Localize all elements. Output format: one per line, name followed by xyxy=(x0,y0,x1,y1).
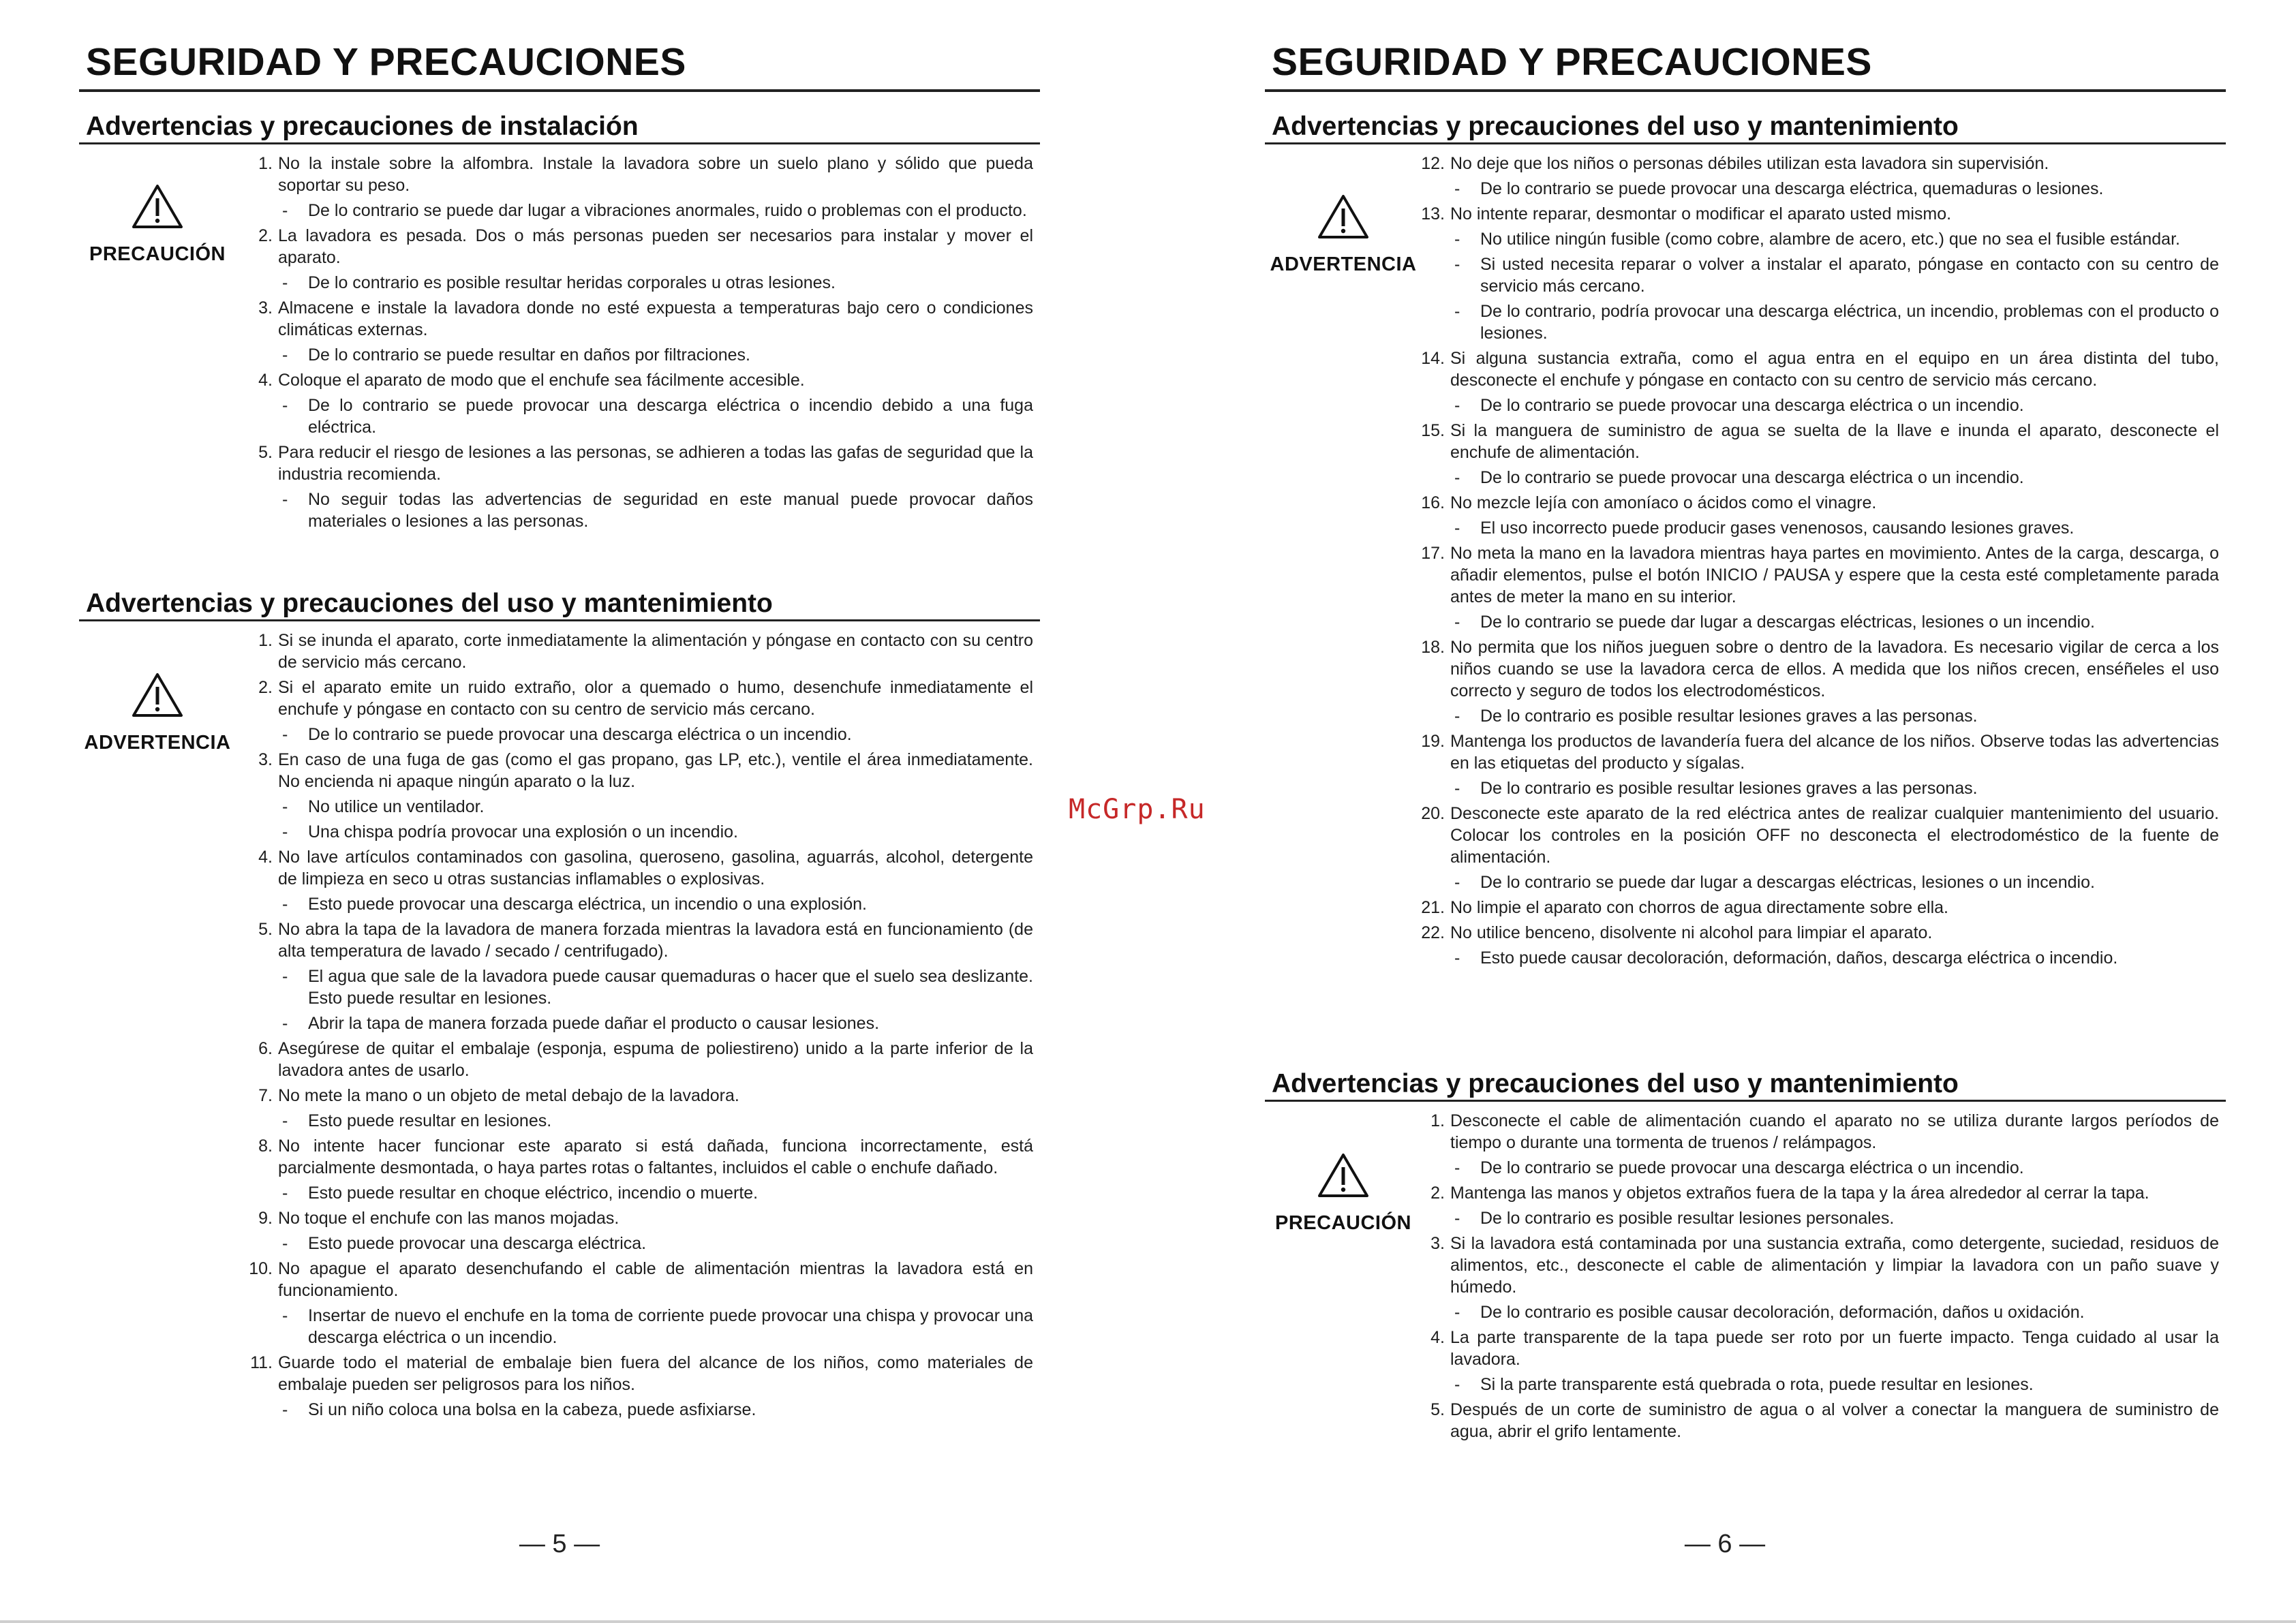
item-number: 6. xyxy=(258,1039,273,1058)
dash-bullet: - xyxy=(1454,1375,1460,1394)
item-number: 21. xyxy=(1421,898,1445,917)
warning-triangle-icon xyxy=(130,182,185,231)
caution-label: PRECAUCIÓN xyxy=(89,243,226,265)
sub-item-text: De lo contrario se puede dar lugar a vibraciones anormales, ruido o problemas con el producto. xyxy=(308,201,1027,220)
item-number: 3. xyxy=(258,750,273,769)
item-number: 4. xyxy=(258,371,273,390)
section-installation xyxy=(79,109,1040,531)
title-divider xyxy=(79,89,1040,92)
page-title: SEGURIDAD Y PRECAUCIONES xyxy=(86,40,686,84)
sub-item-text: De lo contrario se puede provocar una descarga eléctrica o un incendio. xyxy=(308,725,852,744)
item-number: 3. xyxy=(1430,1234,1445,1253)
item-text: No limpie el aparato con chorros de agua directamente sobre ella. xyxy=(1450,898,1948,917)
item-text: Si el aparato emite un ruido extraño, olor a quemado o humo, desenchufe inmediatamente el enchufe y póngase en contacto con su centro de servicio más cercano. xyxy=(278,678,1033,719)
item-text: No toque el enchufe con las manos mojadas. xyxy=(278,1209,619,1228)
watermark: McGrp.Ru xyxy=(1069,794,1206,825)
sub-item xyxy=(243,796,1033,818)
item-text: Coloque el aparato de modo que el enchufe sea fácilmente accesible. xyxy=(278,371,805,390)
sub-item-text: Esto puede provocar una descarga eléctrica. xyxy=(308,1234,647,1253)
list-item xyxy=(1415,153,2219,174)
sub-item-text: De lo contrario es posible resultar heridas corporales u otras lesiones. xyxy=(308,273,836,292)
item-number: 1. xyxy=(1430,1111,1445,1130)
list-item xyxy=(243,1135,1033,1179)
item-number: 11. xyxy=(250,1353,273,1372)
item-number: 4. xyxy=(258,848,273,867)
item-text: Mantenga los productos de lavandería fuera del alcance de los niños. Observe todas las advertencias en las etiquetas del producto y sígalas. xyxy=(1450,732,2219,773)
item-number: 1. xyxy=(258,154,273,173)
list-item xyxy=(1415,203,2219,225)
sub-item-text: No utilice un ventilador. xyxy=(308,797,485,816)
sub-item-text: De lo contrario se puede provocar una descarga eléctrica o un incendio. xyxy=(1480,1158,2024,1177)
item-list xyxy=(1415,1110,2219,1446)
warning-triangle-icon xyxy=(130,670,185,720)
dash-bullet: - xyxy=(1454,1158,1460,1177)
sub-item xyxy=(1415,467,2219,489)
warning-label: ADVERTENCIA xyxy=(84,732,231,754)
dash-bullet: - xyxy=(1454,396,1460,415)
item-number: 2. xyxy=(1430,1184,1445,1203)
sub-item-text: De lo contrario se puede provocar una descarga eléctrica, quemaduras o lesiones. xyxy=(1480,179,2104,198)
sub-item-text: Esto puede resultar en choque eléctrico, incendio o muerte. xyxy=(308,1184,759,1203)
dash-bullet: - xyxy=(1454,468,1460,487)
title-divider xyxy=(1265,89,2226,92)
list-item xyxy=(1415,803,2219,868)
dash-bullet: - xyxy=(1454,1303,1460,1322)
sub-item-text: De lo contrario es posible resultar lesiones personales. xyxy=(1480,1209,1895,1228)
item-number: 4. xyxy=(1430,1328,1445,1347)
item-number: 1. xyxy=(258,631,273,650)
sub-item-text: De lo contrario se puede resultar en daños por filtraciones. xyxy=(308,345,750,365)
sub-item xyxy=(1415,395,2219,416)
item-text: Mantenga las manos y objetos extraños fuera de la tapa y la área alrededor al cerrar la tapa. xyxy=(1450,1184,2149,1203)
list-item xyxy=(1415,1182,2219,1204)
list-item xyxy=(243,442,1033,485)
warning-label: ADVERTENCIA xyxy=(1270,253,1417,275)
warning-triangle-icon xyxy=(1316,1151,1371,1200)
sub-item-text: El agua que sale de la lavadora puede causar quemaduras o hacer que el suelo sea deslizante. Esto puede resultar en lesiones. xyxy=(308,967,1033,1008)
list-item xyxy=(243,1085,1033,1107)
sub-item xyxy=(1415,705,2219,727)
item-number: 5. xyxy=(1430,1400,1445,1419)
sub-item xyxy=(1415,871,2219,893)
sub-item-text: Insertar de nuevo el enchufe en la toma de corriente puede provocar una chispa y provocar una descarga eléctrica o un incendio. xyxy=(308,1306,1033,1347)
dash-bullet: - xyxy=(282,1111,288,1130)
dash-bullet: - xyxy=(1454,255,1460,274)
dash-bullet: - xyxy=(1454,948,1460,968)
section-use-maintenance-caution xyxy=(1265,1066,2226,1441)
sub-item xyxy=(1415,1207,2219,1229)
sub-item-text: De lo contrario se puede dar lugar a descargas eléctricas, lesiones o un incendio. xyxy=(1480,873,2095,892)
dash-bullet: - xyxy=(1454,519,1460,538)
sub-item-text: De lo contrario es posible resultar lesiones graves a las personas. xyxy=(1480,779,1978,798)
sub-item xyxy=(243,1013,1033,1034)
item-number: 16. xyxy=(1421,493,1445,512)
item-list xyxy=(243,153,1033,536)
item-number: 10. xyxy=(249,1259,273,1278)
item-text: Almacene e instale la lavadora donde no esté expuesta a temperaturas bajo cero o condiciones climáticas externas. xyxy=(278,298,1033,339)
item-text: La parte transparente de la tapa puede ser roto por un fuerte impacto. Tenga cuidado al usar la lavadora. xyxy=(1450,1328,2219,1369)
sub-item xyxy=(1415,178,2219,200)
item-number: 15. xyxy=(1421,421,1445,440)
warning-box xyxy=(1265,192,1422,276)
item-text: No deje que los niños o personas débiles utilizan esta lavadora sin supervisión. xyxy=(1450,154,2049,173)
section-heading: Advertencias y precauciones del uso y mantenimiento xyxy=(1265,1066,2226,1102)
sub-item-text: Esto puede resultar en lesiones. xyxy=(308,1111,552,1130)
item-text: No intente hacer funcionar este aparato si está dañada, funciona incorrectamente, está parcialmente desmontada, o haya partes rotas o faltantes, incluidos el cable o enchufe dañado. xyxy=(278,1137,1033,1177)
dash-bullet: - xyxy=(282,1400,288,1419)
item-number: 22. xyxy=(1421,923,1445,942)
sub-item xyxy=(243,272,1033,294)
section-heading: Advertencias y precauciones de instalación xyxy=(79,109,1040,144)
item-text: Desconecte este aparato de la red eléctrica antes de realizar cualquier mantenimiento del usuario. Colocar los controles en la posición OFF no desconecta el electrodoméstico de la fuente de alimentación. xyxy=(1450,804,2219,867)
item-text: No permita que los niños jueguen sobre o dentro de la lavadora. Es necesario vigilar de cerca a los niños cuando se use la lavadora cerca de ellos. A medida que los niños crecen, enséñeles el uso correcto y seguro de todos los electrodomésticos. xyxy=(1450,638,2219,700)
dash-bullet: - xyxy=(282,895,288,914)
list-item xyxy=(243,1038,1033,1081)
dash-bullet: - xyxy=(282,345,288,365)
sub-item-text: De lo contrario se puede provocar una descarga eléctrica o incendio debido a una fuga eléctrica. xyxy=(308,396,1033,437)
list-item xyxy=(243,846,1033,890)
list-item xyxy=(243,153,1033,196)
sub-item-text: Abrir la tapa de manera forzada puede dañar el producto o causar lesiones. xyxy=(308,1014,880,1033)
list-item xyxy=(1415,542,2219,608)
item-list xyxy=(243,630,1033,1424)
list-item xyxy=(243,630,1033,673)
dash-bullet: - xyxy=(282,725,288,744)
sub-item xyxy=(1415,300,2219,344)
list-item xyxy=(1415,1327,2219,1370)
dash-bullet: - xyxy=(282,1184,288,1203)
item-number: 20. xyxy=(1421,804,1445,823)
dash-bullet: - xyxy=(282,822,288,841)
page-number: — 5 — xyxy=(519,1530,600,1558)
dash-bullet: - xyxy=(1454,302,1460,321)
item-text: Después de un corte de suministro de agua o al volver a conectar la manguera de suministro de agua, abrir el grifo lentamente. xyxy=(1450,1400,2219,1441)
caution-label: PRECAUCIÓN xyxy=(1275,1212,1411,1234)
item-number: 2. xyxy=(258,678,273,697)
item-text: No abra la tapa de la lavadora de manera forzada mientras la lavadora está en funcionamiento (de alta temperatura de lavado / secado / centrifugado). xyxy=(278,920,1033,961)
dash-bullet: - xyxy=(1454,613,1460,632)
item-text: No utilice benceno, disolvente ni alcohol para limpiar el aparato. xyxy=(1450,923,1933,942)
sub-item-text: No utilice ningún fusible (como cobre, alambre de acero, etc.) que no sea el fusible estándar. xyxy=(1480,230,2180,249)
list-item xyxy=(1415,1399,2219,1442)
list-item xyxy=(1415,1233,2219,1298)
sub-item-text: De lo contrario se puede provocar una descarga eléctrica o un incendio. xyxy=(1480,396,2024,415)
warning-triangle-icon xyxy=(1316,192,1371,241)
item-text: Si la lavadora está contaminada por una sustancia extraña, como detergente, suciedad, residuos de alimentos, etc., desconecte el cable de alimentación y limpiar la lavadora con un paño suave y húmedo. xyxy=(1450,1234,2219,1297)
list-item xyxy=(243,1258,1033,1301)
item-text: No intente reparar, desmontar o modificar el aparato usted mismo. xyxy=(1450,204,1952,223)
sub-item-text: No seguir todas las advertencias de seguridad en este manual puede provocar daños materiales o lesiones a las personas. xyxy=(308,490,1033,531)
sub-item xyxy=(1415,777,2219,799)
warning-box xyxy=(79,670,236,754)
list-item xyxy=(1415,730,2219,774)
sub-item xyxy=(243,489,1033,532)
dash-bullet: - xyxy=(282,1306,288,1325)
sub-item-text: Si un niño coloca una bolsa en la cabeza, puede asfixiarse. xyxy=(308,1400,756,1419)
caution-box xyxy=(1265,1151,1422,1235)
item-text: No lave artículos contaminados con gasolina, queroseno, gasolina, aguarrás, alcohol, detergente de limpieza en seco u otras sustancias inflamables o explosivas. xyxy=(278,848,1033,888)
list-item xyxy=(1415,492,2219,514)
sub-item xyxy=(243,1233,1033,1254)
list-item xyxy=(243,1352,1033,1395)
sub-item-text: Si usted necesita reparar o volver a instalar el aparato, póngase en contacto con su centro de servicio más cercano. xyxy=(1480,255,2219,296)
item-text: Si se inunda el aparato, corte inmediatamente la alimentación y póngase en contacto con su centro de servicio más cercano. xyxy=(278,631,1033,672)
item-number: 3. xyxy=(258,298,273,318)
page-number: — 6 — xyxy=(1684,1530,1766,1558)
item-number: 18. xyxy=(1421,638,1445,657)
list-item xyxy=(243,677,1033,720)
item-number: 7. xyxy=(258,1086,273,1105)
dash-bullet: - xyxy=(282,396,288,415)
item-text: No meta la mano en la lavadora mientras haya partes en movimiento. Antes de la carga, descarga, o añadir elementos, pulse el botón INICIO / PAUSA y espere que la cesta esté completamente parada antes de meter la mano en su interior. xyxy=(1450,544,2219,606)
sub-item xyxy=(243,1110,1033,1132)
dash-bullet: - xyxy=(282,490,288,509)
sub-item xyxy=(243,1305,1033,1348)
sub-item xyxy=(243,724,1033,745)
sub-item-text: De lo contrario se puede dar lugar a descargas eléctricas, lesiones o un incendio. xyxy=(1480,613,2095,632)
item-text: Si la manguera de suministro de agua se suelta de la llave e inunda el aparato, desconecte el enchufe de alimentación. xyxy=(1450,421,2219,462)
list-item xyxy=(1415,922,2219,944)
list-item xyxy=(1415,636,2219,702)
item-number: 5. xyxy=(258,920,273,939)
item-list xyxy=(1415,153,2219,972)
sub-item-text: De lo contrario es posible causar decoloración, deformación, daños u oxidación. xyxy=(1480,1303,2085,1322)
list-item xyxy=(243,297,1033,341)
list-item xyxy=(1415,1110,2219,1154)
sub-item-text: Si la parte transparente está quebrada o rota, puede resultar en lesiones. xyxy=(1480,1375,2034,1394)
dash-bullet: - xyxy=(282,967,288,986)
section-heading: Advertencias y precauciones del uso y mantenimiento xyxy=(1265,109,2226,144)
item-text: No mezcle lejía con amoníaco o ácidos como el vinagre. xyxy=(1450,493,1877,512)
list-item xyxy=(243,749,1033,792)
dash-bullet: - xyxy=(1454,707,1460,726)
item-text: No mete la mano o un objeto de metal debajo de la lavadora. xyxy=(278,1086,739,1105)
dash-bullet: - xyxy=(282,797,288,816)
item-text: Guarde todo el material de embalaje bien fuera del alcance de los niños, como materiales de embalaje pueden ser peligrosos para los niños. xyxy=(278,1353,1033,1394)
list-item xyxy=(243,225,1033,268)
item-number: 17. xyxy=(1421,544,1445,563)
dash-bullet: - xyxy=(282,1234,288,1253)
list-item xyxy=(243,369,1033,391)
item-text: Para reducir el riesgo de lesiones a las personas, se adhieren a todas las gafas de seguridad que la industria recomienda. xyxy=(278,443,1033,484)
sub-item-text: Una chispa podría provocar una explosión o un incendio. xyxy=(308,822,738,841)
dash-bullet: - xyxy=(282,1014,288,1033)
dash-bullet: - xyxy=(1454,230,1460,249)
item-text: Desconecte el cable de alimentación cuando el aparato no se utiliza durante largos períodos de tiempo o durante una tormenta de truenos / relámpagos. xyxy=(1450,1111,2219,1152)
section-use-maintenance xyxy=(1265,109,2226,968)
list-item xyxy=(1415,897,2219,918)
item-number: 19. xyxy=(1421,732,1445,751)
sub-item-text: Esto puede causar decoloración, deformación, daños, descarga eléctrica o incendio. xyxy=(1480,948,2118,968)
item-number: 14. xyxy=(1421,349,1445,368)
sub-item-text: De lo contrario, podría provocar una descarga eléctrica, un incendio, problemas con el producto o lesiones. xyxy=(1480,302,2219,343)
sub-item xyxy=(1415,253,2219,297)
sub-item xyxy=(1415,228,2219,250)
sub-item xyxy=(243,965,1033,1009)
item-number: 9. xyxy=(258,1209,273,1228)
item-number: 12. xyxy=(1421,154,1445,173)
list-item xyxy=(1415,347,2219,391)
page-title: SEGURIDAD Y PRECAUCIONES xyxy=(1272,40,1872,84)
item-text: No la instale sobre la alfombra. Instale la lavadora sobre un suelo plano y sólido que pueda soportar su peso. xyxy=(278,154,1033,195)
sub-item xyxy=(1415,611,2219,633)
item-text: La lavadora es pesada. Dos o más personas pueden ser necesarios para instalar y mover el aparato. xyxy=(278,226,1033,267)
list-item xyxy=(243,1207,1033,1229)
sub-item xyxy=(243,200,1033,221)
item-number: 13. xyxy=(1421,204,1445,223)
sub-item-text: Esto puede provocar una descarga eléctrica, un incendio o una explosión. xyxy=(308,895,867,914)
sub-item xyxy=(1415,1301,2219,1323)
sub-item xyxy=(243,1182,1033,1204)
sub-item xyxy=(243,821,1033,843)
sub-item-text: De lo contrario se puede provocar una descarga eléctrica o un incendio. xyxy=(1480,468,2024,487)
item-number: 8. xyxy=(258,1137,273,1156)
sub-item xyxy=(1415,517,2219,539)
bottom-divider xyxy=(0,1620,2296,1623)
sub-item xyxy=(243,1399,1033,1421)
sub-item xyxy=(243,395,1033,438)
right-page xyxy=(1265,0,2226,1623)
sub-item xyxy=(1415,947,2219,969)
dash-bullet: - xyxy=(1454,179,1460,198)
item-number: 2. xyxy=(258,226,273,245)
section-use-maintenance xyxy=(79,586,1040,1419)
item-number: 5. xyxy=(258,443,273,462)
sub-item xyxy=(243,344,1033,366)
item-text: Asegúrese de quitar el embalaje (esponja, espuma de poliestireno) unido a la parte inferior de la lavadora antes de usarlo. xyxy=(278,1039,1033,1080)
sub-item xyxy=(1415,1157,2219,1179)
dash-bullet: - xyxy=(282,273,288,292)
dash-bullet: - xyxy=(1454,1209,1460,1228)
dash-bullet: - xyxy=(282,201,288,220)
sub-item-text: De lo contrario es posible resultar lesiones graves a las personas. xyxy=(1480,707,1978,726)
sub-item-text: El uso incorrecto puede producir gases venenosos, causando lesiones graves. xyxy=(1480,519,2075,538)
sub-item xyxy=(243,893,1033,915)
dash-bullet: - xyxy=(1454,873,1460,892)
caution-box xyxy=(79,182,236,266)
item-text: Si alguna sustancia extraña, como el agua entra en el equipo en un área distinta del tubo, desconecte el enchufe y póngase en contacto con su centro de servicio más cercano. xyxy=(1450,349,2219,390)
left-page xyxy=(79,0,1040,1623)
list-item xyxy=(1415,420,2219,463)
item-text: En caso de una fuga de gas (como el gas propano, gas LP, etc.), ventile el área inmediatamente. No encienda ni apaque ningún aparato o la luz. xyxy=(278,750,1033,791)
sub-item xyxy=(1415,1374,2219,1395)
item-text: No apague el aparato desenchufando el cable de alimentación mientras la lavadora está en funcionamiento. xyxy=(278,1259,1033,1300)
list-item xyxy=(243,918,1033,962)
section-heading: Advertencias y precauciones del uso y mantenimiento xyxy=(79,586,1040,621)
dash-bullet: - xyxy=(1454,779,1460,798)
